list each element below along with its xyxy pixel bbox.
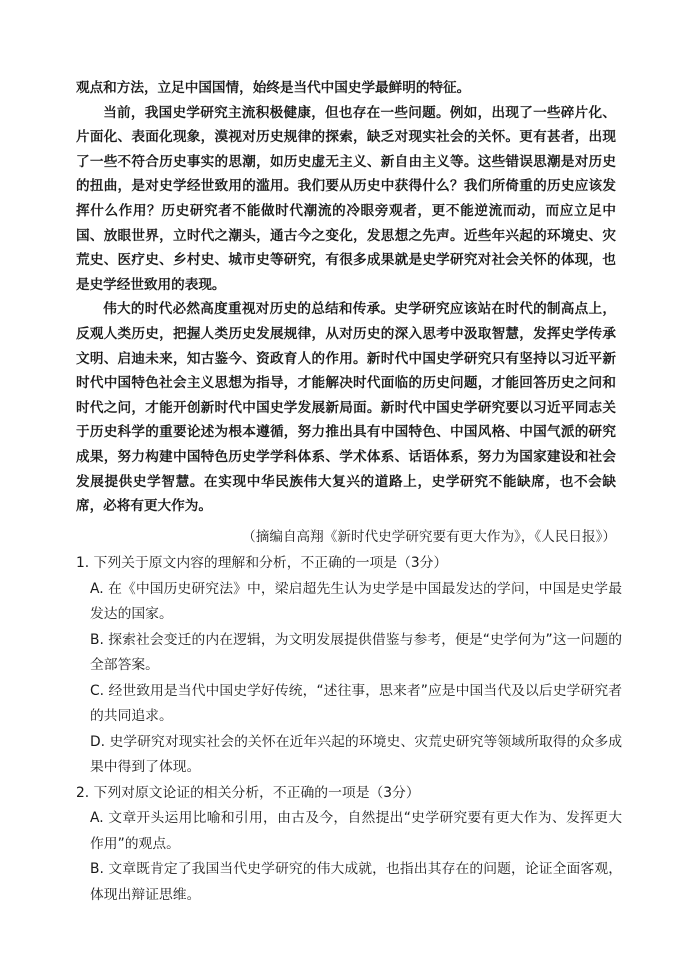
article-paragraph-3: 伟大的时代必然高度重视对历史的总结和传承。史学研究应该站在时代的制高点上，反观人类历史，把握人类历史发展规律，从对历史的深入思考中汲取智慧，发挥史学传承文明、启迪未来，知古鉴今、资政育人的作用。新时代中国史学研究只有坚持以习近平新时代中国特色社会主义思想为指导，才能解决时代面临的历史问题，才能回答历史之问和时代之问，才能开创新时代中国史学发展新局面。新时代中国史学研究要以习近平同志关于历史科学的重要论述为根本遵循，努力推出具有中国特色、中国风格、中国气派的研究成果，努力构建中国特色历史学学科体系、学术体系、话语体系，努力为国家建设和社会发展提供史学智慧。在实现中华民族伟大复兴的道路上，史学研究不能缺席，也不会缺席，必将有更大作为。 [76,301,616,515]
answer-option-d: D. 史学研究对现实社会的关怀在近年兴起的环境史、灾荒史研究等领域所取得的众多成果中得到了体现。 [90,733,622,775]
question-stem: 1. 下列关于原文内容的理解和分析，不正确的一项是（3分） [76,555,448,571]
article-body [76,76,616,519]
answer-option-a: A. 文章开头运用比喻和引用，由古及今，自然提出“史学研究要有更大作为、发挥更大作用”的观点。 [90,810,622,852]
article-paragraph-2: 当前，我国史学研究主流积极健康，但也存在一些问题。例如，出现了一些碎片化、片面化、表面化现象，漠视对历史规律的探索，缺乏对现实社会的关怀。更有甚者，出现了一些不符合历史事实的思潮，如历史虚无主义、新自由主义等。这些错误思潮是对历史的扭曲，是对史学经世致用的滥用。我们要从历史中获得什么？我们所倚重的历史应该发挥什么作用？历史研究者不能做时代潮流的冷眼旁观者，更不能逆流而动，而应立足中国、放眼世界，立时代之潮头，通古今之变化，发思想之先声。近些年兴起的环境史、灾荒史、医疗史、乡村史、城市史等研究，有很多成果就是史学研究对社会关怀的体现，也是史学经世致用的表现。 [76,104,616,293]
article-source-citation: （摘编自高翔《新时代史学研究要有更大作为》，《人民日报》） [242,529,616,545]
question-stem: 2. 下列对原文论证的相关分析，不正确的一项是（3分） [76,784,420,801]
answer-option-b: B. 文章既肯定了我国当代史学研究的伟大成就，也指出其存在的问题，论证全面客观，体现出辩证思维。 [90,861,622,903]
answer-option-b: B. 探索社会变迁的内在逻辑，为文明发展提供借鉴与参考，便是“史学何为”这一问题的全部答案。 [90,631,622,673]
article-paragraph-1: 观点和方法，立足中国国情，始终是当代中国史学最鲜明的特征。 [76,80,471,96]
question-section [76,551,622,908]
question-2 [76,781,622,909]
answer-option-c: C. 经世致用是当代中国史学好传统，“述往事，思来者”应是中国当代及以后史学研究者的共同追求。 [90,682,622,724]
question-1 [76,551,622,781]
answer-option-a: A. 在《中国历史研究法》中，梁启超先生认为史学是中国最发达的学问，中国是史学最发达的国家。 [90,580,622,622]
